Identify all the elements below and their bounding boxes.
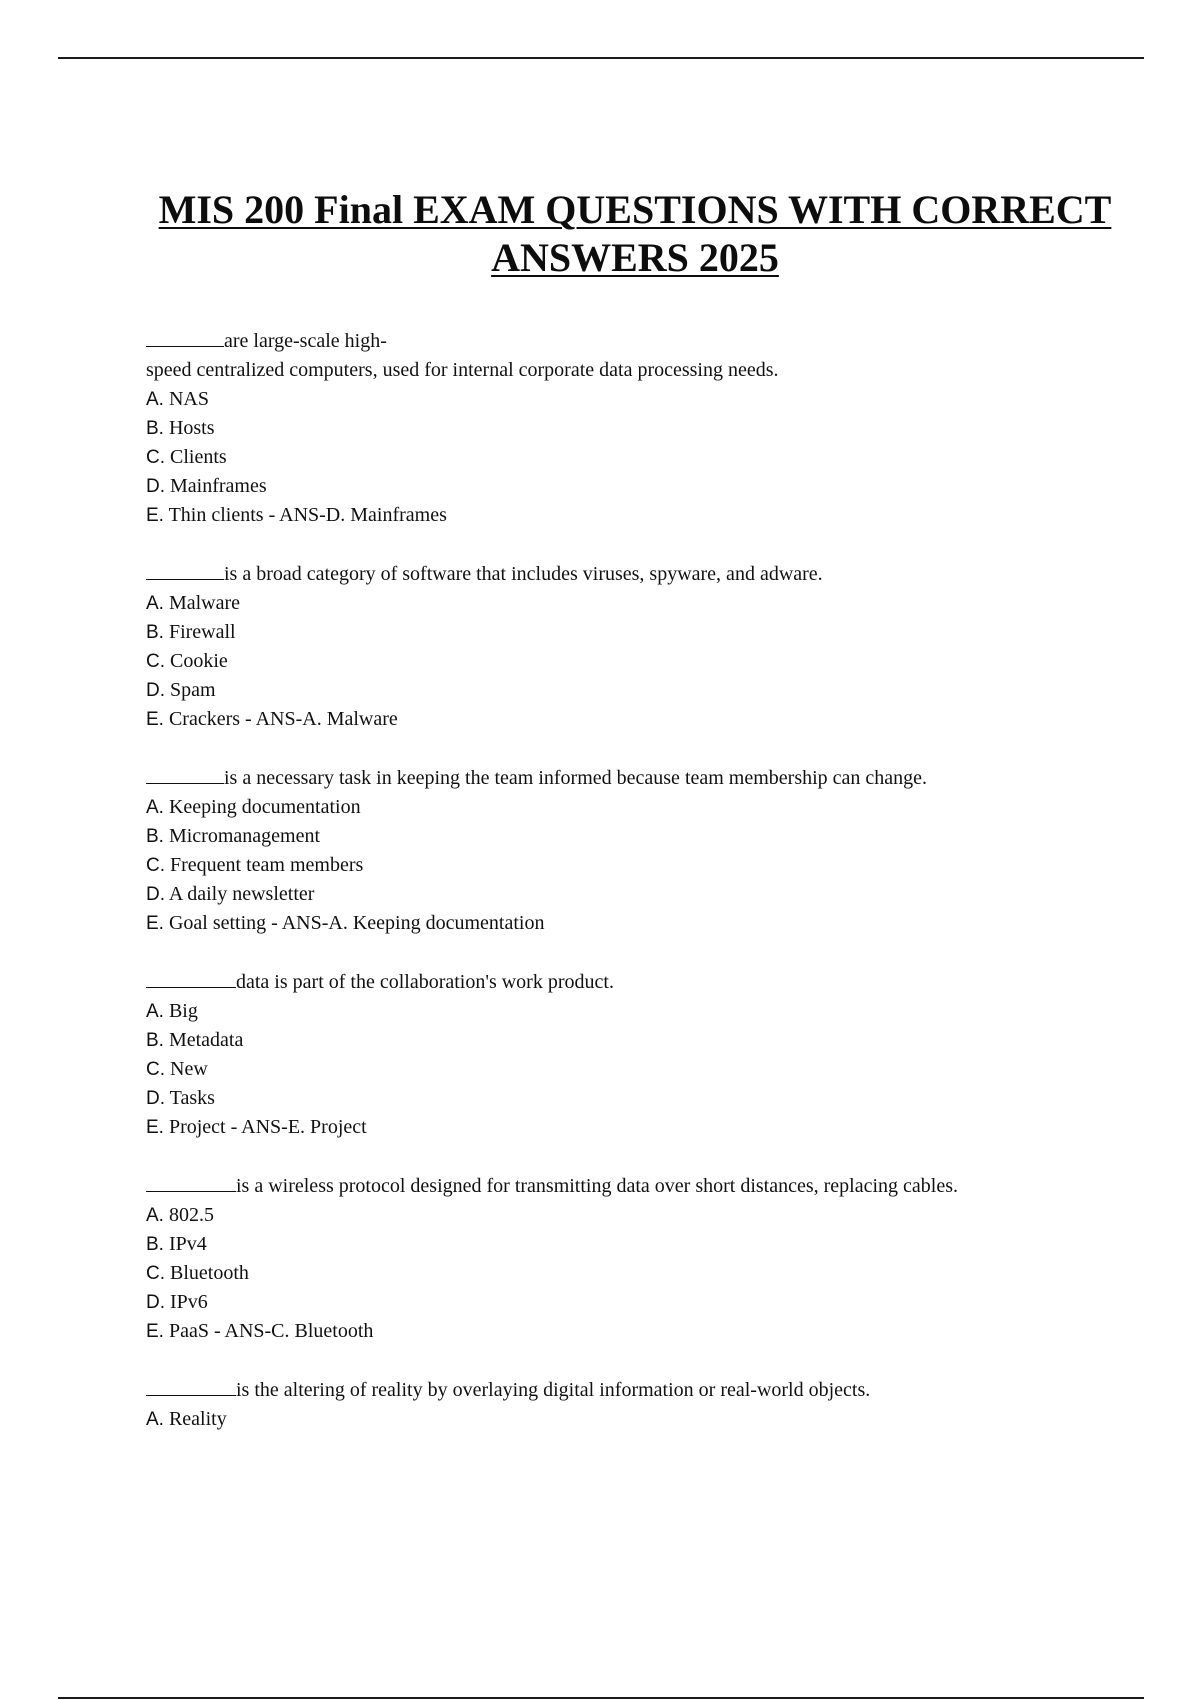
answer-blank — [146, 561, 224, 580]
option-text: Thin clients - ANS-D. Mainframes — [163, 504, 447, 526]
option-text: Hosts — [163, 417, 215, 439]
option-c — [146, 647, 1146, 676]
stem-text: is a necessary task in keeping the team informed because team membership can change. — [224, 767, 928, 789]
option-text: A daily newsletter — [165, 883, 315, 905]
question-stem — [146, 327, 1146, 356]
option-a — [146, 589, 1146, 618]
option-letter: C. — [146, 1263, 165, 1284]
option-c — [146, 851, 1146, 880]
option-d — [146, 472, 1146, 501]
option-text: Reality — [163, 1408, 227, 1430]
option-text: Bluetooth — [165, 1262, 249, 1284]
option-d — [146, 1288, 1146, 1317]
answer-blank — [146, 1173, 236, 1192]
option-d — [146, 1084, 1146, 1113]
option-text: 802.5 — [163, 1204, 214, 1226]
option-text: Crackers - ANS-A. Malware — [163, 708, 398, 730]
option-text: IPv6 — [165, 1291, 208, 1313]
option-b — [146, 1230, 1146, 1259]
option-e-with-answer — [146, 1317, 1146, 1346]
option-letter: B. — [146, 1234, 164, 1255]
option-text: Firewall — [163, 621, 236, 643]
option-e-with-answer — [146, 1113, 1146, 1142]
title-line-2: ANSWERS 2025 — [491, 235, 779, 280]
option-a — [146, 793, 1146, 822]
option-letter: A. — [146, 593, 164, 614]
option-text: Project - ANS-E. Project — [163, 1116, 367, 1138]
question-list — [146, 327, 1146, 1464]
option-letter: E. — [146, 505, 164, 526]
option-text: Metadata — [163, 1029, 244, 1051]
option-e-with-answer — [146, 501, 1146, 530]
question-stem — [146, 560, 1146, 589]
option-text: Big — [163, 1000, 198, 1022]
option-text: Clients — [165, 446, 227, 468]
option-letter: A. — [146, 1001, 164, 1022]
question-stem — [146, 1172, 1146, 1201]
option-letter: D. — [146, 1088, 165, 1109]
option-b — [146, 618, 1146, 647]
option-a — [146, 385, 1146, 414]
option-letter: C. — [146, 855, 165, 876]
option-letter: A. — [146, 1409, 164, 1430]
option-text: Micromanagement — [163, 825, 321, 847]
option-letter: C. — [146, 1059, 165, 1080]
option-b — [146, 1026, 1146, 1055]
option-text: IPv4 — [163, 1233, 207, 1255]
option-d — [146, 880, 1146, 909]
title-line-1: MIS 200 Final EXAM QUESTIONS WITH CORRECT — [158, 187, 1112, 232]
option-text: Cookie — [165, 650, 228, 672]
option-a — [146, 1405, 1146, 1434]
answer-blank — [146, 969, 236, 988]
option-letter: B. — [146, 418, 164, 439]
option-text: NAS — [163, 388, 209, 410]
question-1 — [146, 327, 1146, 530]
option-letter: B. — [146, 826, 164, 847]
stem-text: data is part of the collaboration's work product. — [236, 971, 614, 993]
option-text: Spam — [165, 679, 216, 701]
document-title — [60, 186, 1200, 282]
option-text: Malware — [163, 592, 241, 614]
option-letter: A. — [146, 389, 164, 410]
answer-blank — [146, 765, 224, 784]
option-text: PaaS - ANS-C. Bluetooth — [163, 1320, 374, 1342]
stem-text: is a wireless protocol designed for transmitting data over short distances, replacing cables. — [236, 1175, 959, 1197]
option-letter: D. — [146, 1292, 165, 1313]
question-5 — [146, 1172, 1146, 1346]
option-letter: D. — [146, 680, 165, 701]
option-text: Goal setting - ANS-A. Keeping documentation — [163, 912, 545, 934]
question-4 — [146, 968, 1146, 1142]
question-stem — [146, 968, 1146, 997]
option-letter: D. — [146, 884, 165, 905]
stem-text: are large-scale high- — [224, 330, 387, 352]
option-letter: E. — [146, 1321, 164, 1342]
option-letter: B. — [146, 1030, 164, 1051]
option-letter: C. — [146, 651, 165, 672]
option-a — [146, 1201, 1146, 1230]
option-text: Keeping documentation — [163, 796, 361, 818]
option-letter: B. — [146, 622, 164, 643]
option-text: Tasks — [165, 1087, 215, 1109]
option-text: Frequent team members — [165, 854, 364, 876]
option-letter: D. — [146, 476, 165, 497]
question-stem — [146, 764, 1146, 793]
option-c — [146, 443, 1146, 472]
option-b — [146, 822, 1146, 851]
option-c — [146, 1259, 1146, 1288]
option-c — [146, 1055, 1146, 1084]
option-letter: E. — [146, 709, 164, 730]
option-e-with-answer — [146, 909, 1146, 938]
question-stem-continued: speed centralized computers, used for internal corporate data processing needs. — [146, 359, 779, 381]
question-stem — [146, 1376, 1146, 1405]
stem-text: is a broad category of software that includes viruses, spyware, and adware. — [224, 563, 823, 585]
option-text: New — [165, 1058, 208, 1080]
question-2 — [146, 560, 1146, 734]
option-letter: A. — [146, 797, 164, 818]
option-letter: E. — [146, 913, 164, 934]
top-rule — [58, 57, 1144, 59]
question-3 — [146, 764, 1146, 938]
question-6 — [146, 1376, 1146, 1434]
stem-text: is the altering of reality by overlaying digital information or real-world objects. — [236, 1379, 871, 1401]
option-letter: E. — [146, 1117, 164, 1138]
option-b — [146, 414, 1146, 443]
option-e-with-answer — [146, 705, 1146, 734]
option-a — [146, 997, 1146, 1026]
option-text: Mainframes — [165, 475, 267, 497]
bottom-rule — [58, 1697, 1144, 1699]
option-letter: C. — [146, 447, 165, 468]
answer-blank — [146, 328, 224, 347]
option-letter: A. — [146, 1205, 164, 1226]
answer-blank — [146, 1377, 236, 1396]
option-d — [146, 676, 1146, 705]
